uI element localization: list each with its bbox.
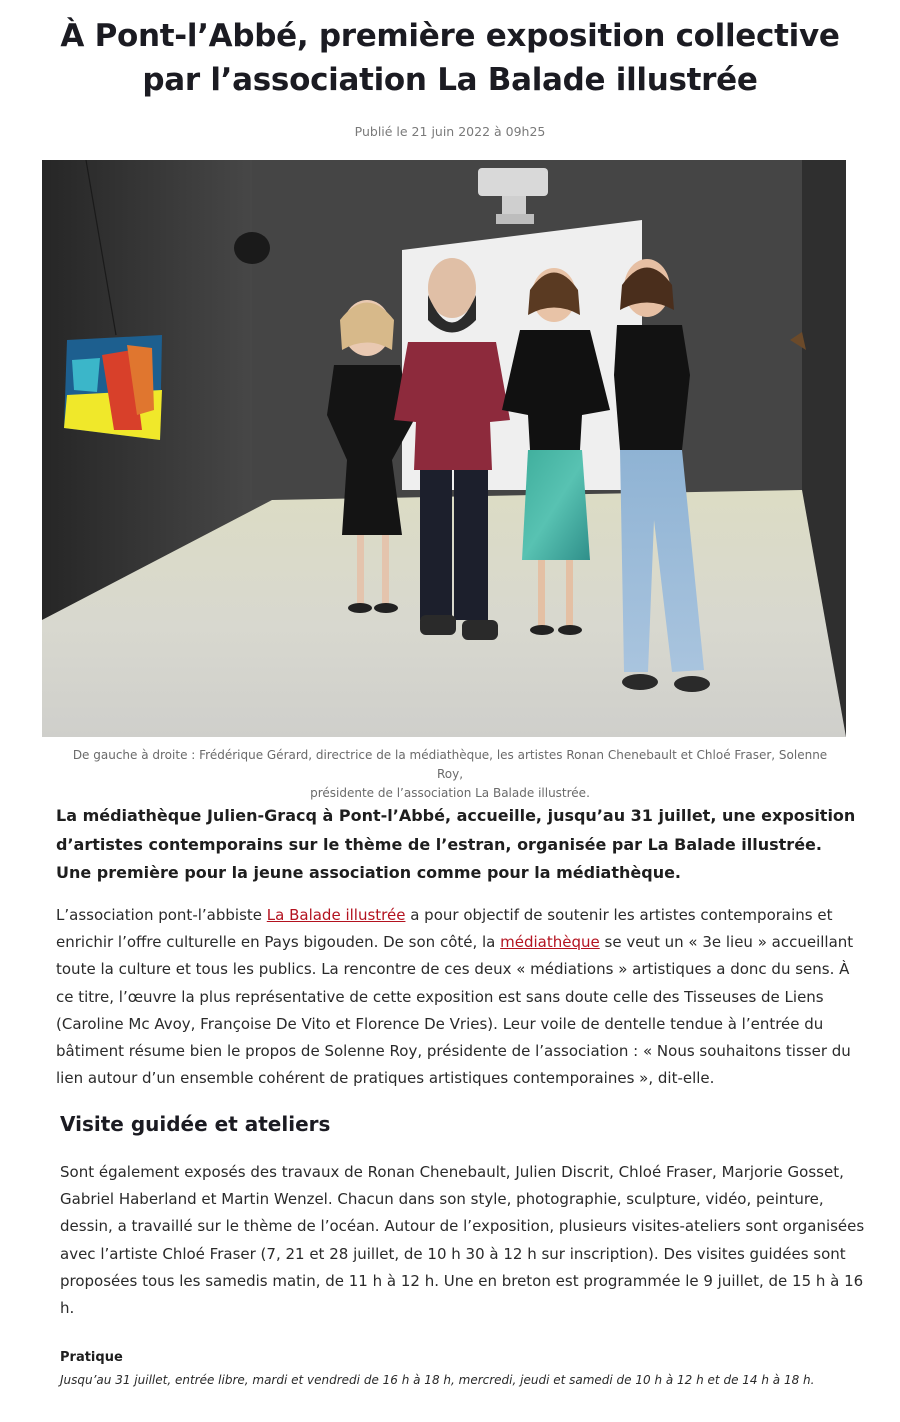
section-heading: Visite guidée et ateliers [60,1112,331,1136]
photo-caption-line-2: présidente de l’association La Balade illustrée. [310,786,590,800]
article-photo [42,160,846,737]
article-title [20,14,880,102]
article-paragraph-1 [56,902,856,1092]
link-la-balade-illustree[interactable]: La Balade illustrée [266,906,406,924]
link-mediatheque[interactable]: médiathèque [500,933,600,952]
article-paragraph-2: Sont également exposés des travaux de Ronan Chenebault, Julien Discrit, Chloé Fraser, Marjorie Gosset, Gabriel Haberland et Martin Wenzel. Chacun dans son style, photographie, sculpture, vidéo, peinture, dessin, a travaillé sur le thème de l’océan. Autour de l’exposition, plusieurs visites-ateliers sont organisées avec l’artiste Chloé Fraser (7, 21 et 28 juillet, de 10 h 30 à 12 h sur inscription). Des visites guidées sont proposées tous les samedis matin, de 11 h à 12 h. Une en breton est programmée le 9 juillet, de 15 h à 16 h. [60,1163,865,1318]
article-lead: La médiathèque Julien-Gracq à Pont-l’Abbé, accueille, jusqu’au 31 juillet, une exposition d’artistes contemporains sur le thème de l’estran, organisée par La Balade illustrée. Une première pour la jeune association comme pour la médiathèque. [56,806,856,882]
practical-info-text: Jusqu’au 31 juillet, entrée libre, mardi et vendredi de 16 h à 18 h, mercredi, jeudi et samedi de 10 h à 12 h et de 14 h à 18 h. [60,1373,815,1387]
photo-caption-line-1: De gauche à droite : Frédérique Gérard, directrice de la médiathèque, les artistes Ronan Chenebault et Chloé Fraser, Solenne Roy, [72,748,828,781]
article-title-line-2: par l’association La Balade illustrée [142,62,758,98]
painting [64,335,162,440]
article-title-line-1: À Pont-l’Abbé, première exposition collective [60,18,840,54]
paragraph-1-text-a: L’association pont-l’abbiste [56,906,267,924]
paragraph-1-text-b: a pour objectif de soutenir les artistes contemporains et enrichir l’offre culturelle en Pays bigouden. De son côté, la [56,906,833,952]
paragraph-1-text-c: se veut un « 3e lieu » accueillant toute la culture et tous les publics. La rencontre de ces deux « médiations » artistiques a donc du sens. À ce titre, l’œuvre la plus représentative de cette exposition est sans doute celle des Tisseuses de Liens (Caroline Mc Avoy, Françoise De Vito et Florence De Vries). Leur voile de dentelle tendue à l’entrée du bâtiment résume bien le propos de Solenne Roy, présidente de l’association : « Nous souhaitons tisser du lien autour d’un ensemble cohérent de pratiques artistiques contemporaines », dit-elle. [56,933,854,1088]
practical-info-title: Pratique [60,1350,123,1365]
photo-caption [60,746,840,803]
publication-date: Publié le 21 juin 2022 à 09h25 [354,124,546,139]
